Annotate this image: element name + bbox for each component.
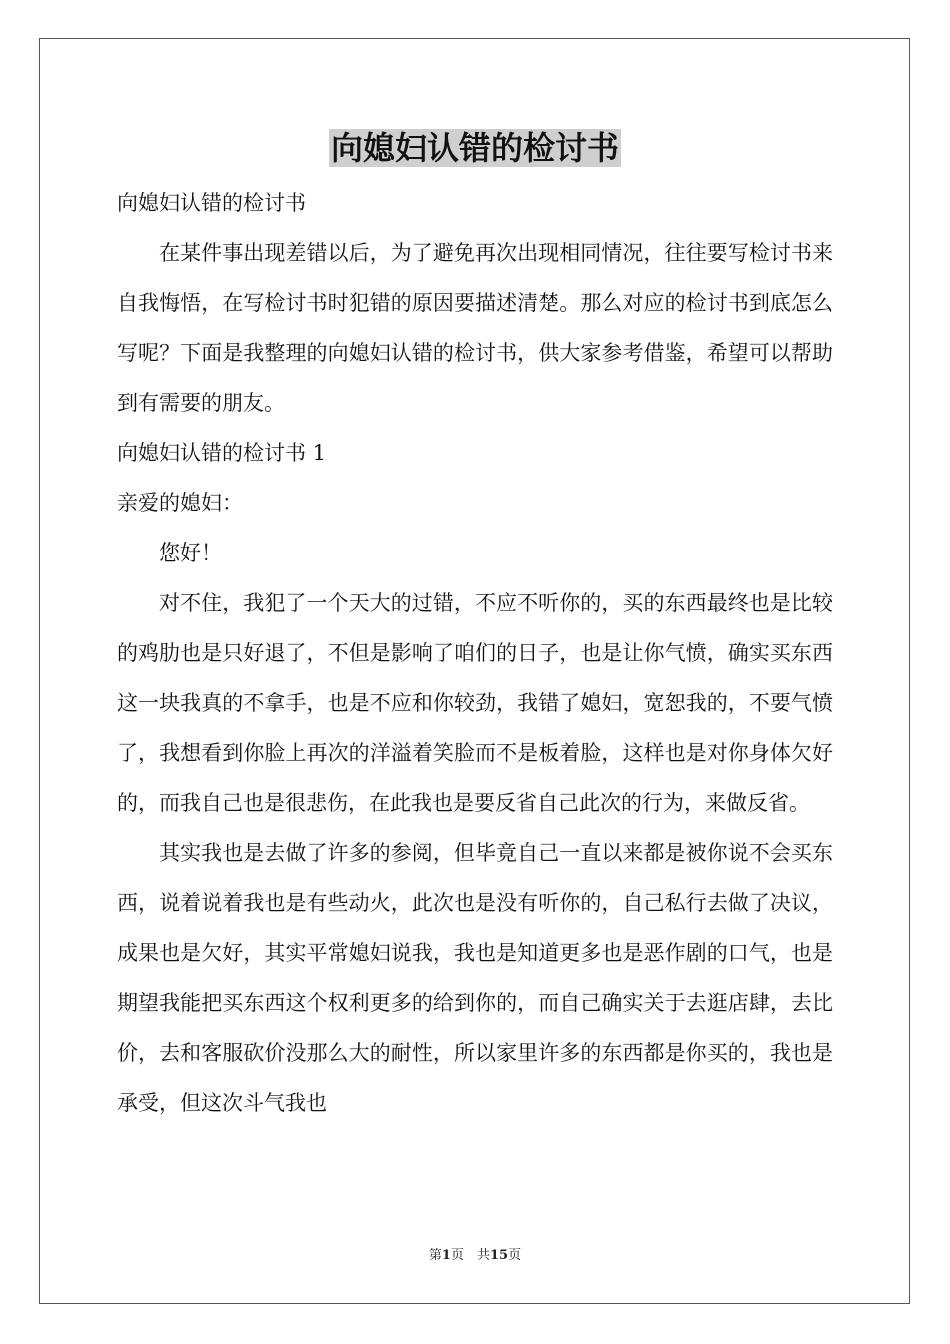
footer-page-suffix: 页 bbox=[508, 1248, 522, 1263]
paragraph-section-heading: 向媳妇认错的检讨书 1 bbox=[117, 441, 327, 465]
footer-page-mid: 页 共 bbox=[450, 1248, 490, 1263]
document-title bbox=[0, 126, 950, 170]
paragraph-body-1: 对不住，我犯了一个天大的过错，不应不听你的，买的东西最终也是比较的鸡肋也是只好退了，不但是影响了咱们的日子，也是让你气愤，确实买东西这一块我真的不拿手，也是不应和你较劲，我错了媳妇，宽恕我的，不要气愤了，我想看到你脸上再次的洋溢着笑脸而不是板着脸，这样也是对你身体欠好的，而我自己也是很悲伤，在此我也是要反省自己此次的行为，来做反省。 bbox=[117, 591, 833, 815]
footer-page-total: 15 bbox=[489, 1248, 509, 1263]
paragraph-salutation: 亲爱的媳妇： bbox=[117, 491, 243, 515]
paragraph-subtitle: 向媳妇认错的检讨书 bbox=[117, 191, 306, 215]
footer-page-prefix: 第 bbox=[428, 1248, 442, 1263]
footer-page-current: 1 bbox=[441, 1248, 451, 1263]
document-title-text: 向媳妇认错的检讨书 bbox=[330, 129, 619, 167]
paragraph-body-2: 其实我也是去做了许多的参阅，但毕竟自己一直以来都是被你说不会买东西，说着说着我也是有些动火，此次也是没有听你的，自己私行去做了决议，成果也是欠好，其实平常媳妇说我，我也是知道更多也是恶作剧的口气，也是期望我能把买东西这个权利更多的给到你的，而自己确实关于去逛店肆，去比价，去和客服砍价没那么大的耐性，所以家里许多的东西都是你买的，我也是承受，但这次斗气我也 bbox=[117, 841, 833, 1115]
paragraph-intro: 在某件事出现差错以后，为了避免再次出现相同情况，往往要写检讨书来自我悔悟，在写检讨书时犯错的原因要描述清楚。那么对应的检讨书到底怎么写呢？下面是我整理的向媳妇认错的检讨书，供大家参考借鉴，希望可以帮助到有需要的朋友。 bbox=[117, 241, 833, 415]
document-body bbox=[117, 178, 833, 1128]
page-footer bbox=[0, 1246, 950, 1266]
paragraph-greeting: 您好！ bbox=[159, 541, 222, 565]
